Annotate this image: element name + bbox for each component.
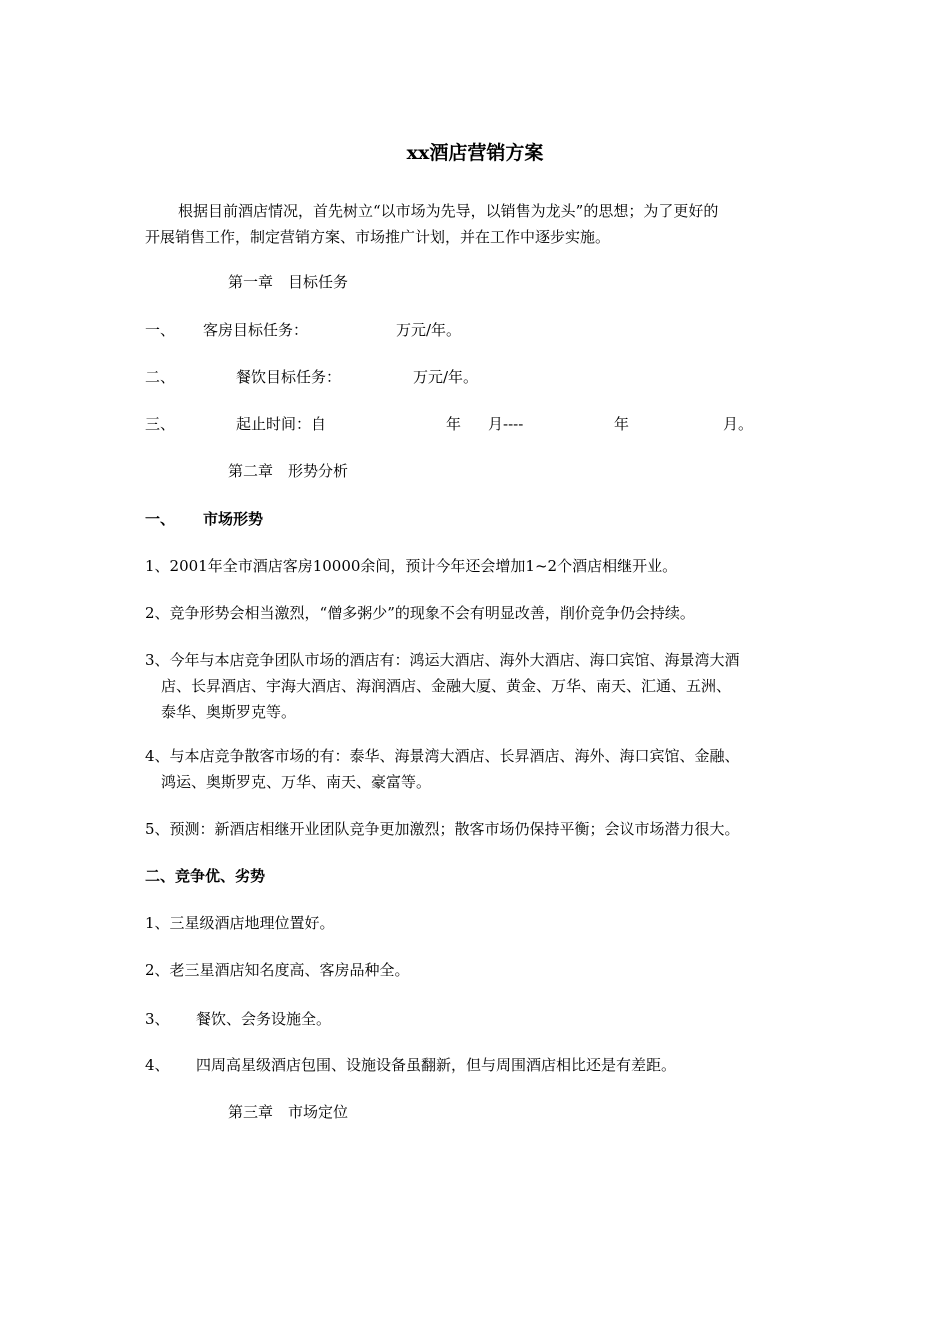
market-item-3-line-2: 店、长昇酒店、宇海大酒店、海润酒店、金融大厦、黄金、万华、南天、汇通、五洲、	[161, 677, 732, 695]
section-1-number: 一、	[145, 510, 176, 528]
chapter-1-heading: 第一章 目标任务	[228, 273, 349, 291]
section-2-title: 二、竞争优、劣势	[145, 867, 266, 885]
target-item-3-month-2: 月。	[723, 415, 754, 433]
document-title: xx酒店营销方案	[406, 142, 544, 164]
market-item-3-line-3: 泰华、奥斯罗克等。	[161, 703, 297, 721]
advantage-item-4-text: 四周高星级酒店包围、设施设备虽翻新，但与周围酒店相比还是有差距。	[196, 1056, 677, 1074]
advantage-item-1: 1、三星级酒店地理位置好。	[145, 914, 335, 932]
market-item-5: 5、预测：新酒店相继开业团队竞争更加激烈；散客市场仍保持平衡；会议市场潜力很大。	[145, 820, 740, 838]
advantage-item-3-text: 餐饮、会务设施全。	[196, 1010, 332, 1028]
target-item-3-label: 起止时间：自	[236, 415, 327, 433]
target-item-1-unit: 万元/年。	[396, 321, 462, 339]
target-item-3-month-1: 月----	[488, 415, 524, 433]
advantage-item-3-number: 3、	[145, 1010, 170, 1028]
intro-paragraph-line-1: 根据目前酒店情况，首先树立“以市场为先导，以销售为龙头”的思想；为了更好的	[178, 202, 719, 220]
advantage-item-4-number: 4、	[145, 1056, 170, 1074]
intro-paragraph-line-2: 开展销售工作，制定营销方案、市场推广计划，并在工作中逐步实施。	[145, 228, 611, 246]
chapter-2-heading: 第二章 形势分析	[228, 462, 349, 480]
section-1-title: 市场形势	[203, 510, 264, 528]
market-item-3-line-1: 3、今年与本店竞争团队市场的酒店有：鸿运大酒店、海外大酒店、海口宾馆、海景湾大酒	[145, 651, 740, 669]
market-item-1: 1、2001年全市酒店客房10000余间，预计今年还会增加1~2个酒店相继开业。	[145, 557, 678, 575]
advantage-item-2: 2、老三星酒店知名度高、客房品种全。	[145, 961, 410, 979]
target-item-2-number: 二、	[145, 368, 176, 386]
target-item-2-label: 餐饮目标任务：	[236, 368, 342, 386]
target-item-3-number: 三、	[145, 415, 176, 433]
chapter-3-heading: 第三章 市场定位	[228, 1103, 349, 1121]
target-item-3-year-1: 年	[446, 415, 462, 433]
market-item-2: 2、竞争形势会相当激烈，“僧多粥少”的现象不会有明显改善，削价竞争仍会持续。	[145, 604, 695, 622]
target-item-1-label: 客房目标任务：	[203, 321, 309, 339]
market-item-4-line-1: 4、与本店竞争散客市场的有：泰华、海景湾大酒店、长昇酒店、海外、海口宾馆、金融、	[145, 747, 740, 765]
market-item-4-line-2: 鸿运、奥斯罗克、万华、南天、豪富等。	[161, 773, 432, 791]
target-item-2-unit: 万元/年。	[413, 368, 479, 386]
target-item-3-year-2: 年	[614, 415, 630, 433]
target-item-1-number: 一、	[145, 321, 176, 339]
